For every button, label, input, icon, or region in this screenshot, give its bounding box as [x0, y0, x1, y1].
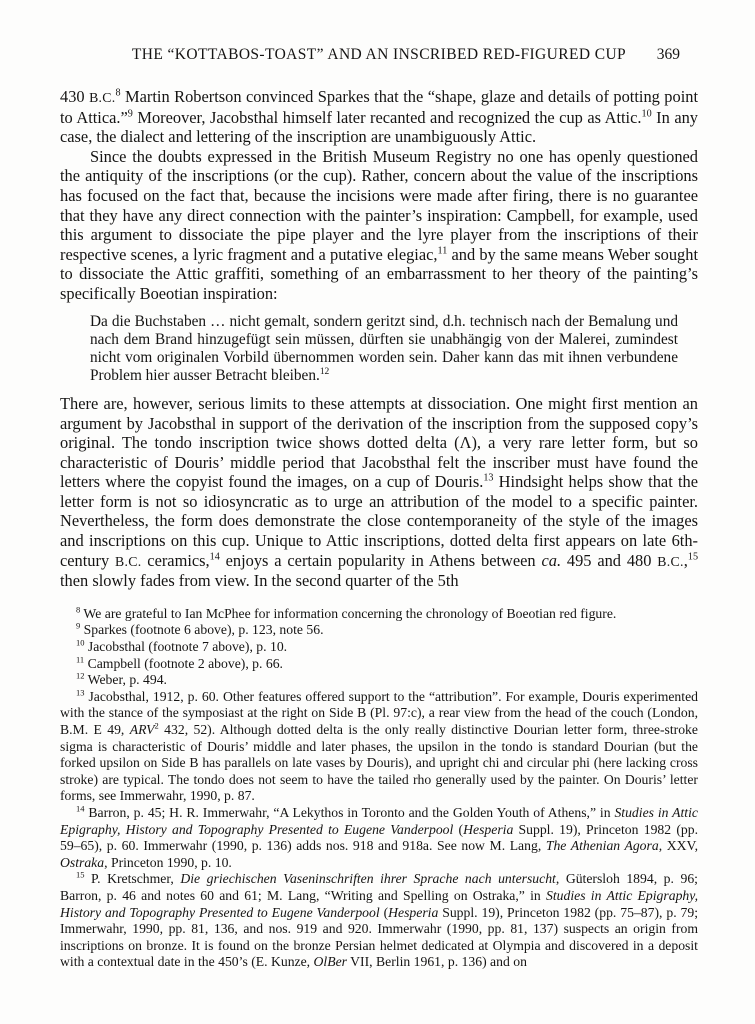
footnote-12: $^{12}$ Weber, p. 494. [76, 670, 167, 688]
footnote-10: $^{10}$ Jacobsthal (footnote 7 above), p. 10. [76, 637, 288, 655]
paragraph-3: There are, however, serious limits to these attempts at dissociation. One might first mention an argument by Jacobsthal in support of the derivation of the inscription from the supposed copy’s original. The tondo inscription twice shows dotted delta (Λ), a very rare letter form, but so characteristic of Douris’ middle period that Jacobsthal felt the inscriber must have found the letters where the copyist found the images, on a cup of Douris.$^{13}$ Hindsight helps show that the letter form is not so idiosyncratic as to urge an attribution of the model to a specific painter. Nevertheless, the form does demonstrate the close contemporaneity of the style of the images and inscriptions on this cup. Unique to Attic inscriptions, dotted delta first appears on late 6th-century B.C. ceramics,$^{14}$ enjoys a certain popularity in Athens between ca. 495 and 480 B.C.,$^{15}$ then slowly fades from view. In the second quarter of the 5th [60, 393, 699, 591]
paragraph-2: Since the doubts expressed in the British Museum Registry no one has openly questioned the antiquity of the inscriptions (or the cup). Rather, concern about the value of the inscriptions has focused on the fact that, because the incisions were made after firing, there is no guarantee that they have any direct connection with the painter’s inspiration: Campbell, for example, used this argument to dissociate the pipe player and the lyre player from the inscriptions of their respective scenes, a lyric fragment and a putative elegiac,$^{11}$ and by the same means Weber sought to dissociate the Attic graffiti, something of an embarrassment to her theory of the painting’s specifically Boeotian inspiration: [60, 146, 699, 303]
footnote-11: $^{11}$ Campbell (footnote 2 above), p. 66. [76, 654, 283, 671]
running-head-title: THE “KOTTABOS-TOAST” AND AN INSCRIBED RED-FIGURED CUP [131, 46, 627, 63]
footnote-13: $^{13}$ Jacobsthal, 1912, p. 60. Other features offered support to the “attribution”. For example, Douris experimented with the stance of the symposiast at the right on Side B (Pl. 97:c), a rear view from the head of the couch (London, B.M. E 49, ARV$^2$ 432, 52). Although dotted delta is the only really distinctive Dourian letter form, three-stroke sigma is characteristic of Douris’ middle and later phases, the upsilon in the tondo is standard Dourian (but the forked upsilon on Side B has parallels on late vases by Douris), and upright chi and circular phi (here lacking cross stroke) are typical. The tondo does not seem to have the tailed rho generally used by the painter. On Douris’ letter forms, see Immerwahr, 1990, p. 87. [60, 687, 698, 804]
footnote-8: $^8$ We are grateful to Ian McPhee for information concerning the chronology of Boeotian red figure. [76, 604, 617, 621]
block-quote-german: Da die Buchstaben … nicht gemalt, sondern geritzt sind, d.h. technisch nach der Bemalung und nach dem Brand hinzugefügt sein müssen, dürften sie unabhängig von der Malerei, zumindest nicht vom originalen Vorbild übernommen worden sein. Daher kann das mit ihnen verbundene Problem hier ausser Betracht bleiben.$^{12}$ [90, 312, 678, 384]
footnotes-section [60, 606, 698, 971]
paragraph-1: 430 B.C.$^8$ Martin Robertson convinced Sparkes that the “shape, glaze and details of potting point to Attica.”$^9$ Moreover, Jacobsthal himself later recanted and recognized the cup as Attic.$^{10}$ In any case, the dialect and lettering of the inscription are unambiguously Attic. [60, 87, 698, 147]
footnote-15: $^{15}$ P. Kretschmer, Die griechischen Vaseninschriften ihrer Sprache nach untersucht, Gütersloh 1894, p. 96; Barron, p. 46 and notes 60 and 61; M. Lang, “Writing and Spelling on Ostraka,” in Studies in Attic Epigraphy, History and Topography Presented to Eugene Vanderpool (Hesperia Suppl. 19), Princeton 1982 (pp. 75–87), p. 79; Immerwahr, 1990, pp. 81, 136, and nos. 919 and 920. Immerwahr (1990, pp. 81, 137) suspects an origin from inscriptions on bronze. It is found on the bronze Persian helmet dedicated at Olympia and discovered in a deposit with a contextual date in the 450’s (E. Kunze, OlBer VII, Berlin 1961, p. 136) and on [60, 869, 699, 970]
footnote-9: $^9$ Sparkes (footnote 6 above), p. 123, note 56. [76, 620, 324, 638]
footnote-14: $^{14}$ Barron, p. 45; H. R. Immerwahr, “A Lekythos in Toronto and the Golden Youth of Athens,” in Studies in Attic Epigraphy, History and Topography Presented to Eugene Vanderpool (Hesperia Suppl. 19), Princeton 1982 (pp. 59–65), p. 60. Immerwahr (1990, p. 136) adds nos. 918 and 918a. See now M. Lang, The Athenian Agora, XXV, Ostraka, Princeton 1990, p. 10. [60, 803, 699, 870]
page-number: 369 [656, 46, 680, 63]
text-block [60, 46, 698, 971]
article-body [60, 87, 698, 591]
running-head [60, 46, 698, 64]
